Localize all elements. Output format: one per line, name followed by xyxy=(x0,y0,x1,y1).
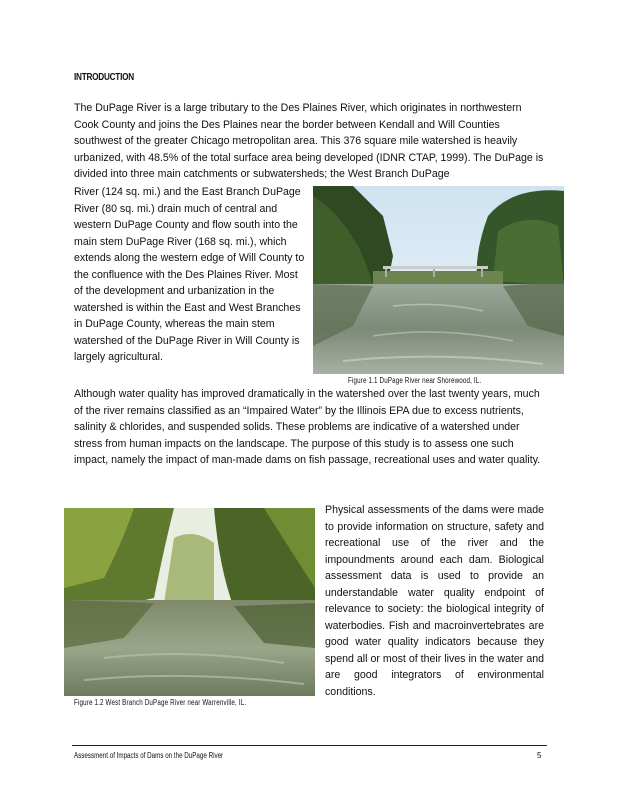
figure-1-1-caption: Figure 1.1 DuPage River near Shorewood, IL. xyxy=(348,376,482,385)
intro-paragraph-2: River (124 sq. mi.) and the East Branch DuPage River (80 sq. mi.) drain much of central and western DuPage County and flow south into the main stem DuPage River (168 sq. mi.), which extends along the western edge of Will County to the confluence with the Des Plaines River. Most of the development and urbanization in the watershed is within the East and West Branches in DuPage County, whereas the main stem watershed of the DuPage River in Will County is largely agricultural. xyxy=(74,186,305,363)
intro-paragraph-4: Physical assessments of the dams were made to provide information on structure, safety and recreational use of the river and the impoundments around each dam. Biological assessment data is used to provide an understandable water quality endpoint of relevance to society: the biological integrity of waterbodies. Fish and macroinvertebrates are good water quality indicators because they spend all or most of their lives in the water and are good integrators of environmental conditions. xyxy=(325,504,544,698)
footer-rule xyxy=(72,745,547,746)
page-number: 5 xyxy=(537,751,542,760)
intro-paragraph-3: Although water quality has improved dramatically in the watershed over the last twenty years, much of the river remains classified as an “Impaired Water” by the Illinois EPA due to excess nutrients, salinity & chlorides, and suspended solids. These problems are indicative of a watershed under stress from human impacts on the landscape. The purpose of this study is to assess one such impact, namely the impact of man-made dams on fish passage, recreational uses and water quality. xyxy=(74,388,541,466)
figure-1-2-caption: Figure 1.2 West Branch DuPage River near Warrenville, IL. xyxy=(74,698,247,707)
section-heading: INTRODUCTION xyxy=(74,72,134,83)
figure-1-1-river-photo xyxy=(313,186,564,374)
figure-1-2-river-photo xyxy=(64,508,315,696)
intro-paragraph-1: The DuPage River is a large tributary to the Des Plaines River, which originates in northwestern Cook County and joins the Des Plaines near the border between Kendall and Will Counties southwest of the greater Chicago metropolitan area. This 376 square mile watershed is heavily urbanized, with 48.5% of the total surface area being developed (IDNR CTAP, 1999). The DuPage is divided into three main catchments or subwatersheds; the West Branch DuPage xyxy=(74,102,544,180)
footer-title: Assessment of Impacts of Dams on the DuPage River xyxy=(74,751,224,760)
